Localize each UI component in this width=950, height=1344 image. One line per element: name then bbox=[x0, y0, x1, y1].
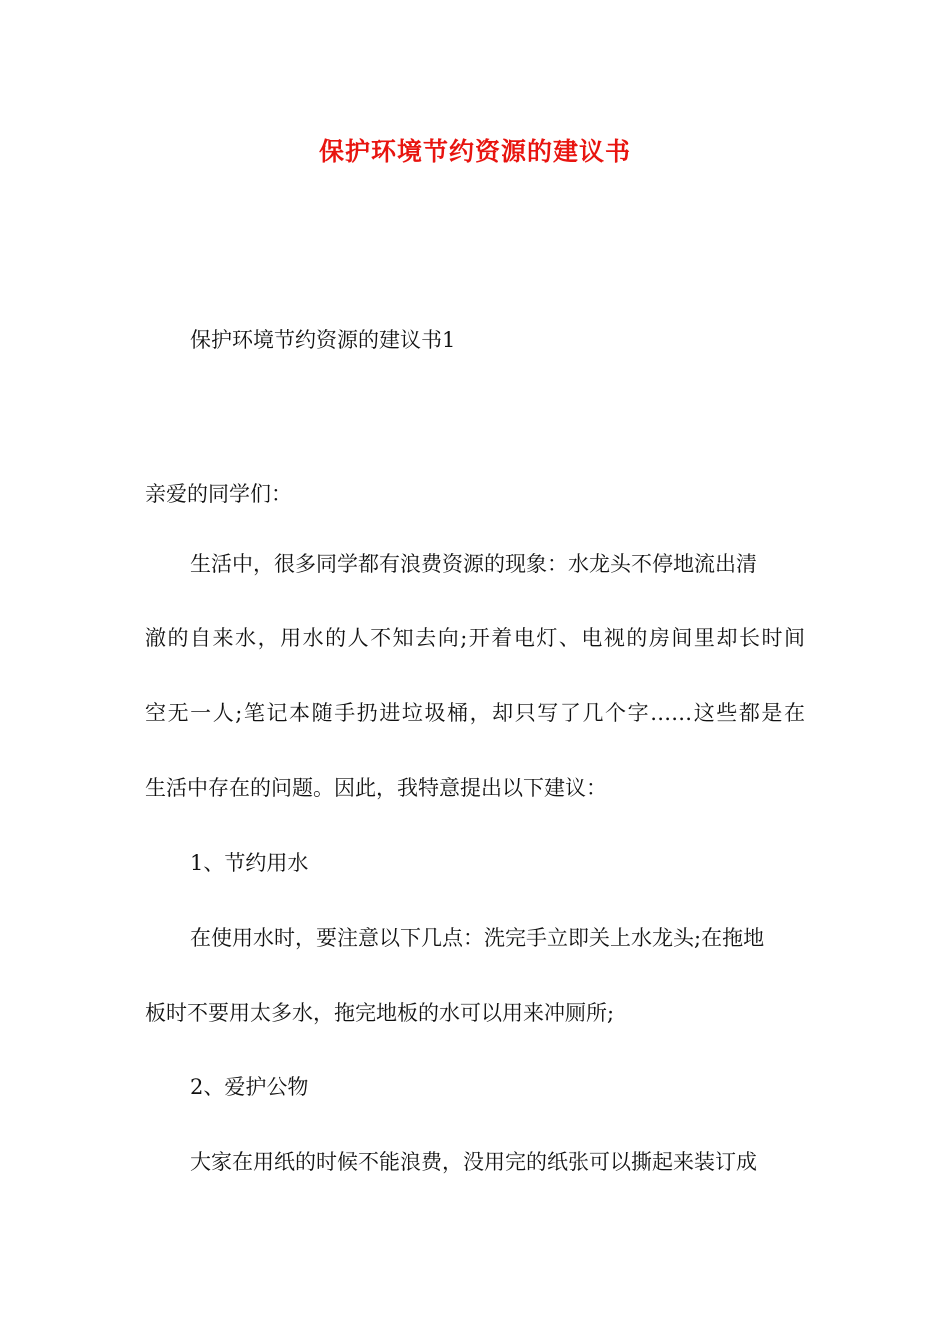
paragraph1-line3: 空无一人;笔记本随手扔进垃圾桶，却只写了几个字……这些都是在 bbox=[145, 701, 805, 725]
document-subtitle: 保护环境节约资源的建议书1 bbox=[190, 328, 456, 352]
paragraph1-line4: 生活中存在的问题。因此，我特意提出以下建议： bbox=[145, 776, 607, 800]
section1-line2: 板时不要用太多水，拖完地板的水可以用来冲厕所; bbox=[145, 1001, 615, 1025]
paragraph1-line2: 澈的自来水，用水的人不知去向;开着电灯、电视的房间里却长时间 bbox=[145, 626, 805, 650]
section1-line1: 在使用水时，要注意以下几点：洗完手立即关上水龙头;在拖地 bbox=[190, 926, 765, 950]
section2-line1: 大家在用纸的时候不能浪费，没用完的纸张可以撕起来装订成 bbox=[190, 1150, 757, 1174]
document-title: 保护环境节约资源的建议书 bbox=[318, 137, 631, 166]
greeting: 亲爱的同学们： bbox=[145, 482, 292, 506]
section2-heading: 2、爱护公物 bbox=[190, 1075, 309, 1099]
section1-heading: 1、节约用水 bbox=[190, 851, 309, 875]
paragraph1-line1: 生活中，很多同学都有浪费资源的现象：水龙头不停地流出清 bbox=[190, 552, 757, 576]
